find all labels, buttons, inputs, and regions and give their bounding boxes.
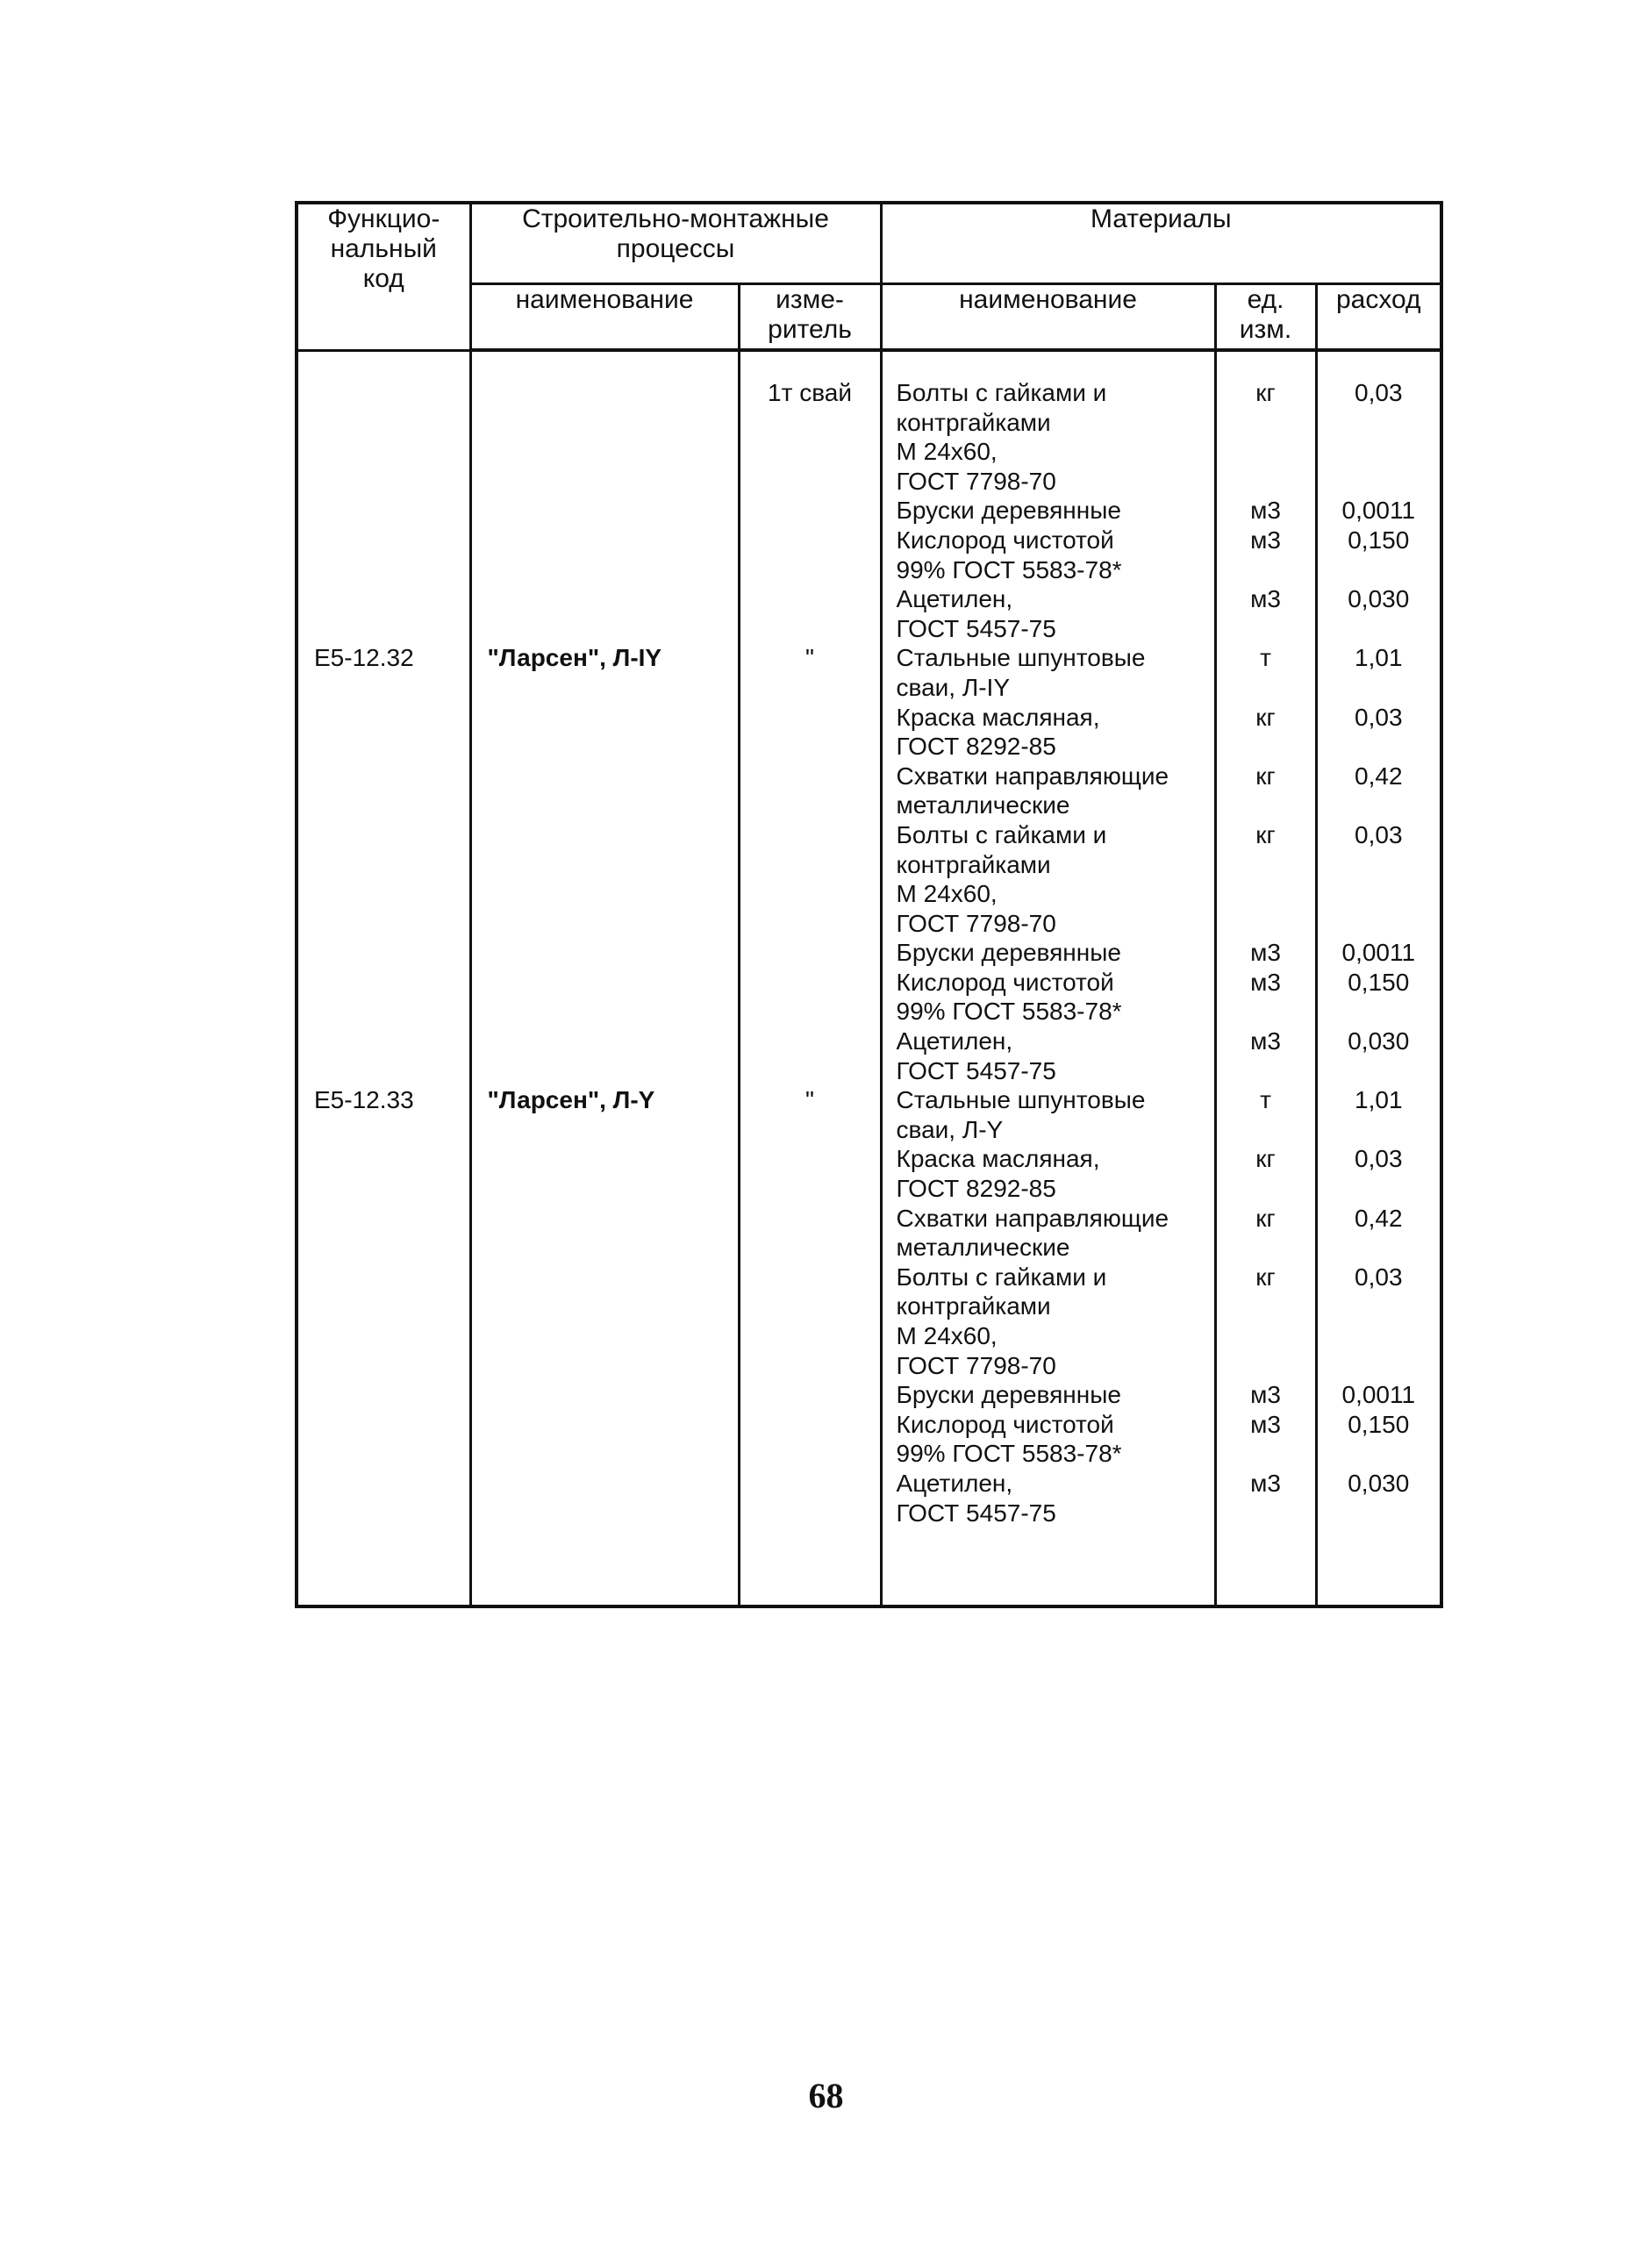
material-qty: [1318, 879, 1441, 909]
material-name-line: Бруски деревянные: [896, 1381, 1121, 1409]
header-materials-group: Материалы: [881, 203, 1441, 283]
row-process-name: [472, 496, 738, 526]
row-process-name: [472, 762, 738, 791]
row-process-name: [472, 467, 738, 497]
material-qty: 1,01: [1355, 1086, 1403, 1114]
material-name-line: Кислород чистотой: [896, 526, 1114, 554]
row-code: [298, 791, 469, 820]
row-process-name: [472, 968, 738, 998]
material-unit: [1217, 1233, 1315, 1263]
material-unit: [1217, 1499, 1315, 1528]
row-code: [298, 525, 469, 554]
row-process-unit: [740, 1115, 880, 1145]
material-name-line: 99% ГОСТ 5583-78*: [896, 1440, 1122, 1468]
row-code: [298, 1055, 469, 1085]
row-code: [298, 378, 469, 408]
material-qty: 0,03: [1355, 1263, 1403, 1291]
row-code: [298, 819, 469, 849]
material-unit: [1217, 997, 1315, 1027]
row-code: [298, 908, 469, 938]
material-unit: [1217, 1115, 1315, 1145]
material-qty: 0,030: [1348, 1027, 1410, 1055]
header-process-group-line: процессы: [616, 234, 735, 263]
row-process-unit: [740, 1351, 880, 1381]
row-process-name: [472, 1204, 738, 1234]
material-unit: м3: [1250, 1410, 1281, 1438]
material-qty: 0,03: [1355, 1145, 1403, 1173]
row-process-unit: ": [805, 1086, 814, 1114]
material-name-line: Кислород чистотой: [896, 1410, 1114, 1438]
material-name-line: ГОСТ 5457-75: [896, 614, 1056, 642]
material-name-line: М 24х60,: [896, 1322, 998, 1349]
row-code: [298, 1174, 469, 1204]
material-qty: 0,0011: [1341, 497, 1416, 525]
header-process-unit-line: изме-: [776, 284, 844, 314]
row-process-unit: [740, 1321, 880, 1351]
row-process-unit: ": [805, 644, 814, 672]
material-unit: [1217, 1291, 1315, 1321]
row-process-unit: [740, 879, 880, 909]
material-qty: 0,030: [1348, 1469, 1410, 1497]
row-code: [298, 1291, 469, 1321]
material-unit: [1217, 437, 1315, 467]
row-process-name: [472, 703, 738, 733]
material-name-line: ГОСТ 8292-85: [896, 733, 1056, 761]
material-unit: т: [1260, 644, 1271, 672]
material-name-line: Бруски деревянные: [896, 497, 1121, 525]
row-process-unit: [740, 467, 880, 497]
header-material-unit-line: изм.: [1239, 314, 1292, 344]
material-name-line: ГОСТ 7798-70: [896, 1351, 1056, 1379]
header-material-unit: [1215, 283, 1316, 350]
material-name-line: 99% ГОСТ 5583-78*: [896, 555, 1122, 583]
material-name-line: ГОСТ 8292-85: [896, 1175, 1056, 1203]
header-consumption: расход: [1316, 283, 1441, 350]
material-unit: [1217, 408, 1315, 438]
material-unit: м3: [1250, 968, 1281, 996]
material-name-line: контргайками: [896, 850, 1051, 878]
material-name-line: Бруски деревянные: [896, 939, 1121, 967]
material-name-line: Ацетилен,: [896, 585, 1013, 613]
material-unit: [1217, 909, 1315, 939]
material-name-line: Кислород чистотой: [896, 968, 1114, 996]
row-process-name: [472, 909, 738, 939]
header-process-name: наименование: [470, 283, 739, 350]
page-number: 68: [808, 2076, 844, 2115]
material-unit: [1217, 1174, 1315, 1204]
row-code: [298, 1409, 469, 1439]
material-name-line: Ацетилен,: [896, 1469, 1013, 1497]
column-material-name: [881, 350, 1215, 1606]
row-code: [298, 761, 469, 791]
row-process-unit: [740, 1410, 880, 1440]
material-name-line: контргайками: [896, 408, 1051, 436]
material-qty: [1318, 614, 1441, 644]
row-code: [298, 554, 469, 584]
row-process-unit: [740, 703, 880, 733]
row-code: [298, 879, 469, 909]
column-code: [297, 350, 470, 1606]
column-process-unit: [739, 350, 881, 1606]
material-qty: [1318, 1321, 1441, 1351]
row-process-name: [472, 1027, 738, 1056]
row-process-name: "Ларсен", Л-Y: [487, 1086, 655, 1114]
row-process-name: [472, 1263, 738, 1292]
material-unit: т: [1260, 1086, 1271, 1114]
row-process-name: [472, 1291, 738, 1321]
row-process-unit: [740, 1056, 880, 1086]
row-process-unit: [740, 408, 880, 438]
material-qty: [1318, 791, 1441, 820]
material-name-line: М 24х60,: [896, 438, 998, 466]
material-name-line: ГОСТ 7798-70: [896, 467, 1056, 495]
material-unit: м3: [1250, 1381, 1281, 1409]
row-process-unit: [740, 555, 880, 585]
row-process-name: [472, 1380, 738, 1410]
row-code: Е5-12.32: [314, 643, 414, 671]
column-material-unit: [1215, 350, 1316, 1606]
material-qty: [1318, 1351, 1441, 1381]
material-unit: [1217, 879, 1315, 909]
row-code: [298, 1468, 469, 1498]
material-qty: 0,0011: [1341, 939, 1416, 967]
row-code: [298, 613, 469, 643]
row-process-unit: [740, 968, 880, 998]
material-unit: [1217, 1321, 1315, 1351]
material-name-line: Ацетилен,: [896, 1027, 1013, 1055]
material-qty: 0,150: [1348, 968, 1410, 996]
material-qty: [1318, 909, 1441, 939]
row-code: [298, 1144, 469, 1174]
header-process-unit-line: ритель: [768, 314, 852, 344]
row-code: [298, 938, 469, 968]
material-qty: 0,030: [1348, 585, 1410, 613]
material-qty: [1318, 997, 1441, 1027]
material-qty: [1318, 1291, 1441, 1321]
material-unit: м3: [1250, 585, 1281, 613]
row-process-name: [472, 1115, 738, 1145]
material-qty: [1318, 1233, 1441, 1263]
row-code: [298, 1262, 469, 1291]
row-process-unit: [740, 1469, 880, 1499]
row-process-name: [472, 1144, 738, 1174]
row-code: [298, 1114, 469, 1144]
row-process-unit: [740, 496, 880, 526]
row-process-unit: [740, 437, 880, 467]
row-process-name: [472, 584, 738, 614]
material-unit: [1217, 1439, 1315, 1469]
material-qty: [1318, 555, 1441, 585]
row-code: [298, 1380, 469, 1410]
row-code: [298, 1321, 469, 1351]
material-name-line: 99% ГОСТ 5583-78*: [896, 998, 1122, 1026]
material-qty: [1318, 673, 1441, 703]
column-consumption: [1316, 350, 1441, 1606]
material-unit: м3: [1250, 939, 1281, 967]
material-unit: [1217, 732, 1315, 762]
material-qty: 0,03: [1355, 379, 1403, 406]
material-unit: [1217, 1351, 1315, 1381]
material-unit: кг: [1255, 1263, 1276, 1291]
row-process-name: [472, 673, 738, 703]
header-code-line: Функцио-: [327, 204, 440, 233]
material-unit: кг: [1255, 703, 1276, 731]
row-code: [298, 1203, 469, 1233]
material-name-line: ГОСТ 5457-75: [896, 1056, 1056, 1084]
header-code: [297, 203, 470, 350]
row-process-name: [472, 555, 738, 585]
material-unit: кг: [1255, 1204, 1276, 1232]
material-name-line: Стальные шпунтовые: [896, 644, 1146, 672]
row-process-unit: [740, 791, 880, 820]
norms-table: [295, 201, 1443, 1608]
header-process-unit: [739, 283, 881, 350]
header-code-line: код: [362, 264, 404, 293]
material-unit: [1217, 614, 1315, 644]
row-code: [298, 732, 469, 762]
header-code-line: нальный: [330, 234, 437, 263]
material-name-line: металлические: [896, 1234, 1070, 1262]
row-process-name: [472, 1351, 738, 1381]
row-process-name: [472, 526, 738, 555]
row-process-unit: [740, 850, 880, 880]
row-process-unit: [740, 1380, 880, 1410]
material-unit: [1217, 467, 1315, 497]
row-code: [298, 584, 469, 614]
row-process-unit: [740, 1204, 880, 1234]
row-code: [298, 1439, 469, 1469]
material-unit: [1217, 1056, 1315, 1086]
material-qty: [1318, 732, 1441, 762]
material-name-line: Схватки направляющие: [896, 1204, 1169, 1232]
row-process-unit: [740, 1174, 880, 1204]
row-process-name: [472, 850, 738, 880]
row-process-name: [472, 732, 738, 762]
material-unit: [1217, 555, 1315, 585]
row-process-name: [472, 791, 738, 820]
row-process-unit: [740, 938, 880, 968]
row-process-unit: [740, 673, 880, 703]
material-unit: [1217, 673, 1315, 703]
material-name-line: М 24х60,: [896, 880, 998, 908]
row-process-unit: [740, 614, 880, 644]
material-name-line: Краска масляная,: [896, 1145, 1100, 1173]
row-process-unit: [740, 1263, 880, 1292]
row-code: [298, 1233, 469, 1263]
column-process-name: [470, 350, 739, 1606]
material-qty: [1318, 850, 1441, 880]
row-code: [298, 672, 469, 702]
row-process-name: [472, 614, 738, 644]
material-unit: кг: [1255, 1145, 1276, 1173]
row-process-unit: [740, 1233, 880, 1263]
material-qty: [1318, 1439, 1441, 1469]
material-qty: [1318, 467, 1441, 497]
material-unit: м3: [1250, 497, 1281, 525]
material-name-line: сваи, Л-IY: [896, 673, 1011, 701]
row-process-unit: [740, 762, 880, 791]
row-process-unit: [740, 584, 880, 614]
material-unit: [1217, 850, 1315, 880]
material-unit: кг: [1255, 762, 1276, 790]
row-process-name: [472, 938, 738, 968]
row-process-unit: [740, 526, 880, 555]
row-process-name: [472, 408, 738, 438]
row-code: Е5-12.33: [314, 1085, 414, 1113]
material-name-line: Болты с гайками и: [896, 379, 1107, 406]
material-qty: 0,42: [1355, 762, 1403, 790]
row-process-name: [472, 1233, 738, 1263]
material-name-line: Схватки направляющие: [896, 762, 1169, 790]
material-qty: 0,150: [1348, 526, 1410, 554]
material-name-line: сваи, Л-Y: [896, 1115, 1004, 1143]
material-qty: [1318, 1499, 1441, 1528]
row-process-name: [472, 437, 738, 467]
material-name-line: Стальные шпунтовые: [896, 1086, 1146, 1114]
row-process-unit: [740, 1439, 880, 1469]
material-qty: 0,150: [1348, 1410, 1410, 1438]
row-code: [298, 496, 469, 526]
material-qty: [1318, 437, 1441, 467]
material-name-line: контргайками: [896, 1292, 1051, 1320]
row-process-name: [472, 1174, 738, 1204]
material-unit: кг: [1255, 820, 1276, 848]
row-process-name: [472, 1499, 738, 1528]
material-qty: [1318, 1174, 1441, 1204]
row-process-name: "Ларсен", Л-IY: [487, 644, 662, 672]
row-code: [298, 407, 469, 437]
material-qty: 0,0011: [1341, 1381, 1416, 1409]
row-code: [298, 849, 469, 879]
material-qty: 0,42: [1355, 1204, 1403, 1232]
row-code: [298, 1350, 469, 1380]
material-name-line: Болты с гайками и: [896, 1263, 1107, 1291]
material-name-line: Болты с гайками и: [896, 820, 1107, 848]
material-name-line: ГОСТ 5457-75: [896, 1499, 1056, 1527]
row-process-unit: [740, 820, 880, 850]
row-process-name: [472, 1056, 738, 1086]
row-code: [298, 1027, 469, 1056]
row-code: [298, 997, 469, 1027]
material-unit: м3: [1250, 1027, 1281, 1055]
header-material-unit-line: ед.: [1247, 284, 1284, 314]
material-qty: 0,03: [1355, 703, 1403, 731]
material-qty: 1,01: [1355, 644, 1403, 672]
material-unit: [1217, 791, 1315, 820]
row-process-name: [472, 879, 738, 909]
material-qty: [1318, 1115, 1441, 1145]
material-unit: кг: [1255, 379, 1276, 406]
material-qty: 0,03: [1355, 820, 1403, 848]
row-code: [298, 466, 469, 496]
material-unit: м3: [1250, 1469, 1281, 1497]
material-name-line: металлические: [896, 791, 1070, 819]
material-name-line: Краска масляная,: [896, 703, 1100, 731]
header-process-group-line: Строительно-монтажные: [522, 204, 829, 233]
material-name-line: ГОСТ 7798-70: [896, 909, 1056, 937]
row-process-name: [472, 820, 738, 850]
row-code: [298, 1498, 469, 1528]
row-code: [298, 437, 469, 467]
material-qty: [1318, 408, 1441, 438]
material-qty: [1318, 1056, 1441, 1086]
row-process-unit: [740, 997, 880, 1027]
header-material-name: наименование: [881, 283, 1215, 350]
row-process-unit: [740, 1144, 880, 1174]
row-process-name: [472, 1469, 738, 1499]
row-process-unit: 1т свай: [768, 379, 852, 406]
row-code: [298, 702, 469, 732]
header-process-group: [470, 203, 881, 283]
row-process-unit: [740, 732, 880, 762]
row-process-unit: [740, 1027, 880, 1056]
row-process-name: [472, 1321, 738, 1351]
row-process-name: [472, 1439, 738, 1469]
row-process-name: [472, 378, 738, 408]
row-process-name: [472, 997, 738, 1027]
material-unit: м3: [1250, 526, 1281, 554]
row-code: [298, 967, 469, 997]
row-process-unit: [740, 1499, 880, 1528]
row-process-unit: [740, 909, 880, 939]
row-process-name: [472, 1410, 738, 1440]
row-process-unit: [740, 1291, 880, 1321]
